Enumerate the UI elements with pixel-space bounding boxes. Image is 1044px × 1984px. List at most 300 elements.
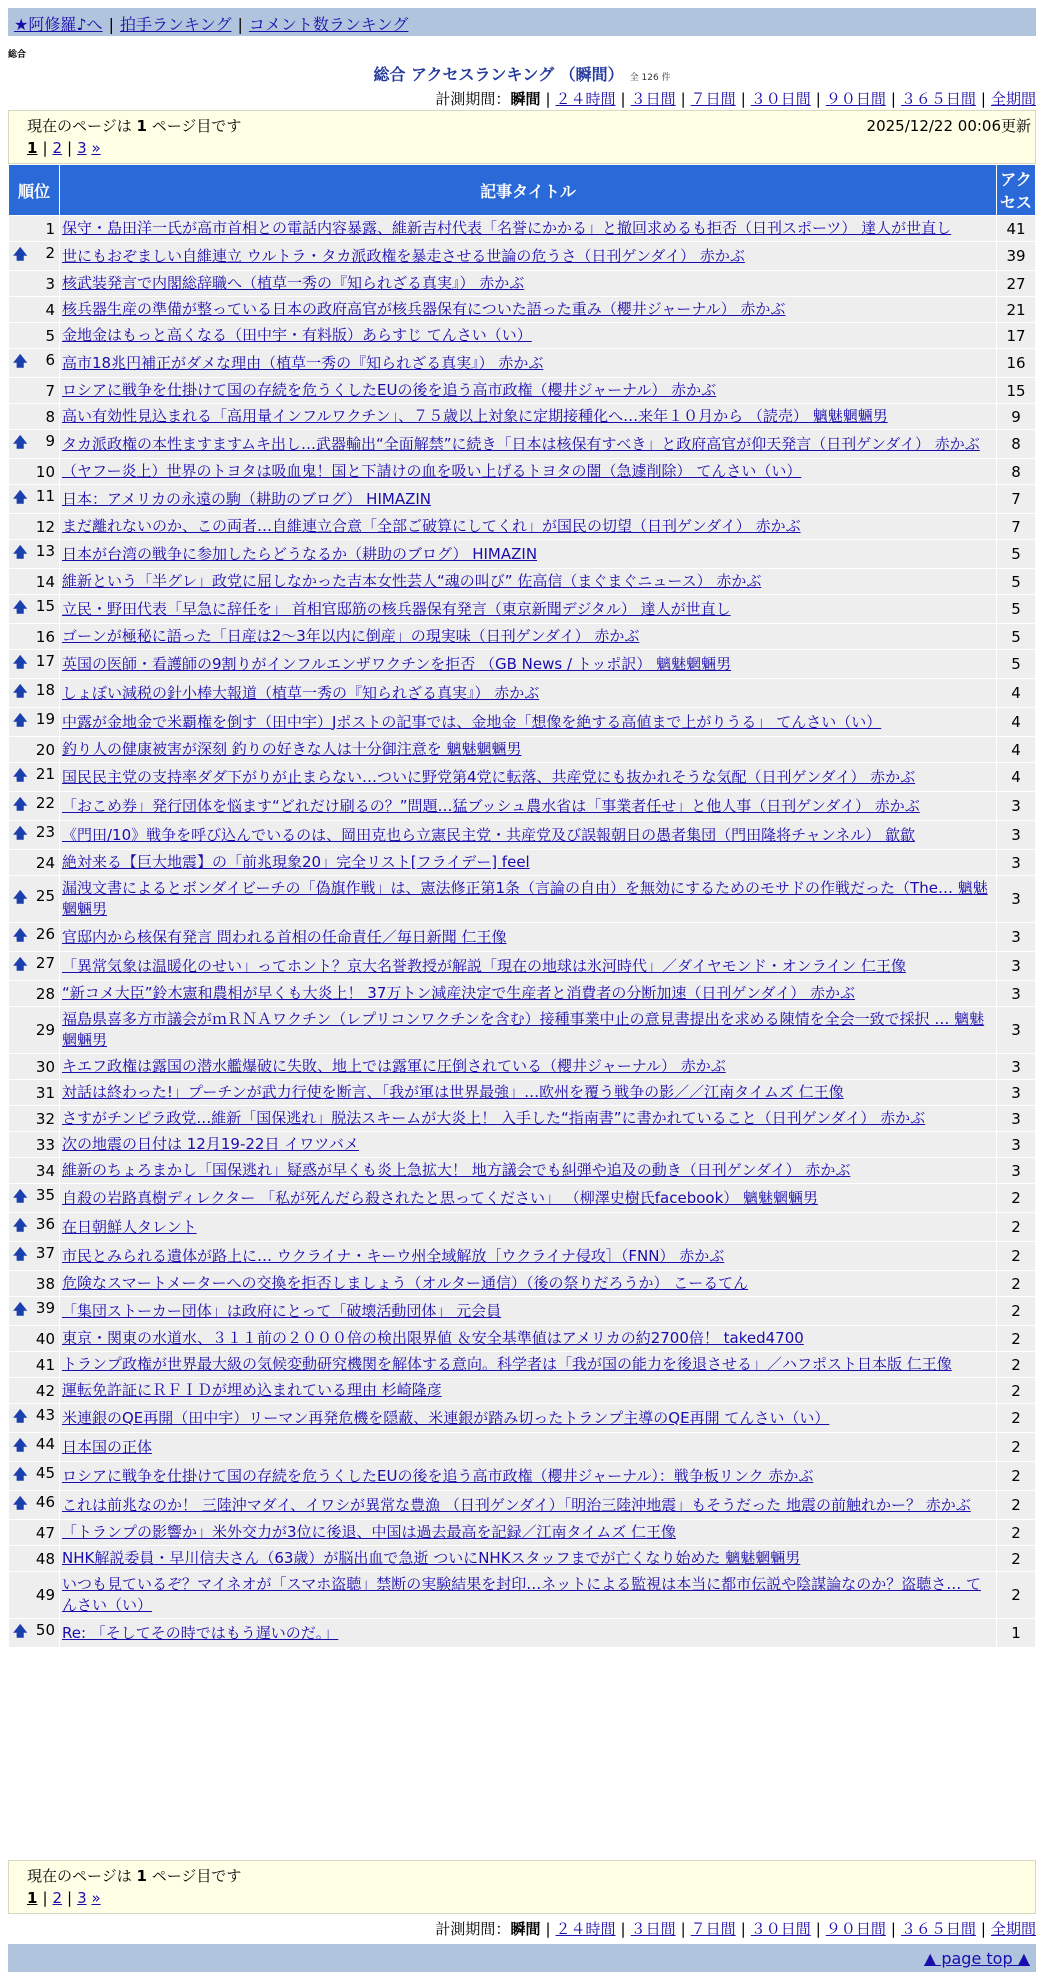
title-cell: [60, 1106, 996, 1131]
rank-number: 50: [35, 1621, 55, 1639]
title-cell: [60, 430, 996, 458]
current-page-text: [27, 1865, 241, 1886]
access-count: 5: [997, 624, 1035, 649]
period-separator: |: [890, 90, 896, 108]
table-row: [9, 323, 1035, 348]
access-count: 27: [997, 271, 1035, 296]
article-title-link[interactable]: 英国の医師・看護師の9割りがインフルエンザワクチンを拒否 （GB News / トッポ訳） 魑魅魍魎男: [62, 654, 732, 673]
rank-cell: [9, 485, 59, 513]
period-link-6[interactable]: 全期間: [990, 90, 1036, 108]
rank-cell: [9, 514, 59, 539]
article-title-link[interactable]: 「異常気象は温暖化のせい」ってホント？京大名誉教授が解説「現在の地球は氷河時代」／ダイヤモンド・オンライン 仁王像: [62, 956, 907, 975]
title-cell: [60, 1184, 996, 1212]
period-current: 瞬間: [510, 1920, 541, 1938]
table-row: [9, 1520, 1035, 1545]
article-title-link[interactable]: 《門田/10》戦争を呼び込んでいるのは、岡田克也ら立憲民主党・共産党及び誤報朝日の愚者集団（門田隆将チャンネル） 歙歙: [62, 825, 916, 844]
article-title-link[interactable]: 「集団ストーカー団体」は政府にとって「破壊活動団体」 元会員: [62, 1301, 502, 1320]
article-title-link[interactable]: 対話は終わった!」プーチンが武力行使を断言、「我が軍は世界最強」…欧州を覆う戦争の影／／江南タイムズ 仁王像: [62, 1083, 844, 1101]
access-count: 39: [997, 242, 1035, 270]
access-count: 2: [997, 1462, 1035, 1490]
rank-cell: [9, 1462, 59, 1490]
table-row: [9, 1326, 1035, 1351]
up-arrow-icon: 🡅: [13, 1409, 28, 1425]
up-arrow-icon: 🡅: [13, 890, 28, 906]
article-title-link[interactable]: 国民民主党の支持率ダダ下がりが止まらない…ついに野党第4党に転落、共産党にも抜かれそうな気配（日刊ゲンダイ） 赤かぶ: [62, 767, 916, 786]
current-page-pre: 現在のページは: [27, 117, 132, 135]
title-cell: [60, 1433, 996, 1461]
title-cell: [60, 216, 996, 241]
up-arrow-icon: 🡅: [13, 1218, 28, 1234]
access-count: 3: [997, 876, 1035, 922]
rank-cell: [9, 1326, 59, 1351]
title-cell: [60, 1213, 996, 1241]
rank-number: 31: [35, 1083, 55, 1102]
rank-number: 10: [35, 462, 55, 481]
rank-number: 22: [35, 794, 55, 812]
period-link-5[interactable]: ３６５日間: [900, 1920, 976, 1938]
access-count: 2: [997, 1184, 1035, 1212]
article-title-link[interactable]: 米連銀のQE再開（田中宇）リーマン再発危機を隠蔽、米連銀が踏み切ったトランプ主導のQE再開 てんさい（い）: [62, 1408, 830, 1427]
title-cell: [60, 737, 996, 762]
page-link-3[interactable]: 3: [77, 139, 87, 157]
up-arrow-icon: 🡅: [13, 1247, 28, 1263]
table-row: [9, 514, 1035, 539]
article-title-link[interactable]: Re: 「そしてその時ではもう遅いのだ。」: [62, 1623, 339, 1642]
page-links: [27, 1889, 101, 1907]
article-title-link[interactable]: 維新のちょろまかし「国保逃れ」疑惑が早くも炎上急拡大！ 地方議会でも糾弾や追及の動き（日刊ゲンダイ） 赤かぶ: [62, 1161, 851, 1179]
access-count: 7: [997, 485, 1035, 513]
rank-cell: [9, 1491, 59, 1519]
table-row: [9, 1054, 1035, 1079]
page-separator: |: [67, 139, 73, 157]
access-count: 3: [997, 1158, 1035, 1183]
rank-cell: [9, 1213, 59, 1241]
article-title-link[interactable]: さすがチンピラ政党…維新「国保逃れ」脱法スキームが大炎上！ 入手した“指南書”に書かれていること（日刊ゲンダイ） 赤かぶ: [62, 1109, 926, 1127]
table-row: [9, 981, 1035, 1006]
article-title-link[interactable]: 福島県喜多方市議会がｍＲＮＡワクチン（レプリコンワクチンを含む）接種事業中止の意見書提出を求める陳情を全会一致で採択 … 魑魅魍魎男: [62, 1010, 985, 1049]
rank-cell: [9, 1080, 59, 1105]
article-title-link[interactable]: 核兵器生産の準備が整っている日本の政府高官が核兵器保有についた語った重み（櫻井ジャーナル） 赤かぶ: [62, 300, 786, 318]
pager-top: [8, 110, 1036, 164]
rank-number: 33: [35, 1135, 55, 1154]
period-separator: |: [620, 90, 626, 108]
title-cell: [60, 792, 996, 820]
nav-separator: |: [108, 15, 114, 34]
table-row: [9, 1184, 1035, 1212]
period-separator: |: [980, 1920, 986, 1938]
period-separator: |: [680, 1920, 686, 1938]
up-arrow-icon: 🡅: [13, 713, 28, 729]
page-link-current: 1: [27, 1889, 38, 1907]
access-count: 4: [997, 679, 1035, 707]
article-title-link[interactable]: 東京・関東の水道水、３１１前の２０００倍の検出限界値 ＆安全基準値はアメリカの約2700倍！ taked4700: [62, 1329, 804, 1347]
rank-number: 4: [45, 300, 55, 319]
article-title-link[interactable]: トランプ政権が世界最大級の気候変動研究機関を解体する意向。科学者は「我が国の能力を後退させる」／ハフポスト日本版 仁王像: [62, 1355, 952, 1373]
access-count: 2: [997, 1546, 1035, 1571]
rank-cell: [9, 297, 59, 322]
title-cell: [60, 297, 996, 322]
table-row: [9, 430, 1035, 458]
rank-cell: [9, 1184, 59, 1212]
access-count: 5: [997, 650, 1035, 678]
period-link-4[interactable]: ９０日間: [825, 90, 886, 108]
rank-number: 37: [35, 1244, 55, 1262]
article-title-link[interactable]: タカ派政権の本性ますますムキ出し…武器輸出“全面解禁”に続き「日本は核保有すべき」と政府高官が仰天発言（日刊ゲンダイ） 赤かぶ: [62, 434, 980, 453]
table-row: [9, 792, 1035, 820]
rank-cell: [9, 952, 59, 980]
total-count: 全 126 件: [629, 73, 671, 83]
rank-cell: [9, 595, 59, 623]
title-cell: [60, 1271, 996, 1296]
access-count: 21: [997, 297, 1035, 322]
up-arrow-icon: 🡅: [13, 768, 28, 784]
table-row: [9, 1433, 1035, 1461]
table-row: [9, 1213, 1035, 1241]
rank-number: 1: [45, 219, 55, 238]
title-cell: [60, 1297, 996, 1325]
article-title-link[interactable]: 次の地震の日付は 12月19-22日 イワツバメ: [62, 1135, 359, 1153]
period-link-4[interactable]: ９０日間: [825, 1920, 886, 1938]
article-title-link[interactable]: 日本が台湾の戦争に参加したらどうなるか（耕助のブログ） HIMAZIN: [62, 544, 538, 563]
rank-cell: [9, 1404, 59, 1432]
rank-number: 25: [35, 887, 55, 905]
article-title-link[interactable]: （ヤフー炎上）世界のトヨタは吸血鬼！国と下請けの血を吸い上げるトヨタの闇（急遽削除） てんさい（い）: [62, 462, 802, 480]
rank-number: 40: [35, 1329, 55, 1348]
period-separator: |: [740, 90, 746, 108]
table-row: [9, 1491, 1035, 1519]
access-count: 5: [997, 540, 1035, 568]
rank-number: 35: [35, 1186, 55, 1204]
up-arrow-icon: 🡅: [13, 600, 28, 616]
top-nav-bar: [8, 8, 1036, 36]
comment-ranking-link[interactable]: コメント数ランキング: [248, 15, 409, 34]
table-row: [9, 1462, 1035, 1490]
rank-cell: [9, 1007, 59, 1053]
article-title-link[interactable]: 運転免許証にＲＦＩＤが埋め込まれている理由 杉崎隆彦: [62, 1381, 442, 1399]
rank-number: 8: [45, 407, 55, 426]
table-row: [9, 1132, 1035, 1157]
period-label: 計測期間：: [435, 1920, 511, 1938]
period-link-1[interactable]: ３日間: [630, 1920, 676, 1938]
access-count: 2: [997, 1572, 1035, 1618]
period-selector-top: [435, 88, 1036, 109]
next-page-link[interactable]: »: [91, 1889, 101, 1907]
table-row: [9, 1271, 1035, 1296]
ranking-title: 総合 アクセスランキング （瞬間）: [373, 65, 624, 84]
table-row: [9, 850, 1035, 875]
rank-cell: [9, 1520, 59, 1545]
rank-number: 11: [35, 487, 55, 505]
rank-cell: [9, 1352, 59, 1377]
period-selector-bottom: [435, 1918, 1036, 1939]
rank-cell: [9, 821, 59, 849]
page-link-3[interactable]: 3: [77, 1889, 87, 1907]
access-count: 2: [997, 1404, 1035, 1432]
table-row: [9, 1378, 1035, 1403]
access-count: 15: [997, 378, 1035, 403]
rank-number: 36: [35, 1215, 55, 1233]
article-title-link[interactable]: ロシアに戦争を仕掛けて国の存続を危うくしたEUの後を追う高市政権（櫻井ジャーナル） 赤かぶ: [62, 381, 717, 399]
article-title-link[interactable]: 日本国の正体: [62, 1437, 153, 1456]
rank-cell: [9, 1132, 59, 1157]
article-title-link[interactable]: 立民・野田代表「早急に辞任を」 首相官邸筋の核兵器保有発言（東京新聞デジタル） 達人が世直し: [62, 599, 731, 618]
access-count: 8: [997, 430, 1035, 458]
current-page-number: 1: [136, 117, 147, 135]
period-separator: |: [890, 1920, 896, 1938]
rank-cell: [9, 679, 59, 707]
article-title-link[interactable]: 中露が金地金で米覇権を倒す（田中宇）Jポストの記事では、金地金「想像を絶する高値まで上がりうる」 てんさい（い）: [62, 712, 882, 731]
title-cell: [60, 404, 996, 429]
period-link-0[interactable]: ２４時間: [555, 90, 616, 108]
table-row: [9, 650, 1035, 678]
rank-number: 2: [45, 244, 55, 262]
article-title-link[interactable]: 高市18兆円補正がダメな理由（植草一秀の『知られざる真実』） 赤かぶ: [62, 353, 544, 372]
table-row: [9, 459, 1035, 484]
table-row: [9, 378, 1035, 403]
applause-ranking-link[interactable]: 拍手ランキング: [119, 15, 232, 34]
article-title-link[interactable]: “新コメ大臣”鈴木憲和農相が早くも大炎上！ 37万トン減産決定で生産者と消費者の分断加速（日刊ゲンダイ） 赤かぶ: [62, 984, 855, 1002]
rank-number: 23: [35, 823, 55, 841]
page-separator: |: [67, 1889, 73, 1907]
table-header-row: [9, 165, 1035, 215]
rank-cell: [9, 1054, 59, 1079]
rank-cell: [9, 430, 59, 458]
access-count: 2: [997, 1297, 1035, 1325]
rank-cell: [9, 1572, 59, 1618]
access-count: 3: [997, 1007, 1035, 1053]
period-link-3[interactable]: ３０日間: [750, 1920, 811, 1938]
period-link-3[interactable]: ３０日間: [750, 90, 811, 108]
period-link-1[interactable]: ３日間: [630, 90, 676, 108]
up-arrow-icon: 🡅: [13, 826, 28, 842]
access-count: 5: [997, 595, 1035, 623]
title-cell: [60, 595, 996, 623]
access-count: 8: [997, 459, 1035, 484]
nav-separator: |: [237, 15, 243, 34]
title-cell: [60, 1242, 996, 1270]
period-separator: |: [815, 90, 821, 108]
access-count: 3: [997, 981, 1035, 1006]
period-current: 瞬間: [510, 90, 541, 108]
table-row: [9, 1106, 1035, 1131]
table-row: [9, 297, 1035, 322]
article-title-link[interactable]: キエフ政権は露国の潜水艦爆破に失敗、地上では露軍に圧倒されている（櫻井ジャーナル） 赤かぶ: [62, 1057, 726, 1075]
up-arrow-icon: 🡅: [13, 354, 28, 370]
access-count: 3: [997, 1106, 1035, 1131]
title-cell: [60, 1572, 996, 1618]
article-title-link[interactable]: 在日朝鮮人タレント: [62, 1217, 197, 1236]
up-arrow-icon: 🡅: [13, 1467, 28, 1483]
title-cell: [60, 242, 996, 270]
title-cell: [60, 1619, 996, 1647]
rank-number: 26: [35, 925, 55, 943]
rank-cell: [9, 923, 59, 951]
table-row: [9, 1007, 1035, 1053]
title-cell: [60, 1132, 996, 1157]
rank-number: 41: [35, 1355, 55, 1374]
rank-cell: [9, 1158, 59, 1183]
access-count: 2: [997, 1433, 1035, 1461]
table-row: [9, 624, 1035, 649]
article-title-link[interactable]: ゴーンが極秘に語った「日産は2〜3年以内に倒産」の現実味（日刊ゲンダイ） 赤かぶ: [62, 627, 640, 645]
pager-bottom: [8, 1860, 1036, 1914]
period-link-6[interactable]: 全期間: [990, 1920, 1036, 1938]
rank-number: 19: [35, 710, 55, 728]
article-title-link[interactable]: 「トランプの影響か」米外交力が3位に後退、中国は過去最高を記録／江南タイムズ 仁王像: [62, 1523, 677, 1541]
article-title-link[interactable]: 危険なスマートメーターへの交換を拒否しましょう（オルター通信）（後の祭りだろうか） こーるてん: [62, 1274, 749, 1292]
rank-cell: [9, 1297, 59, 1325]
article-title-link[interactable]: 世にもおぞましい自維連立 ウルトラ・タカ派政権を暴走させる世論の危うさ（日刊ゲンダイ） 赤かぶ: [62, 246, 745, 265]
page-link-current: 1: [27, 139, 38, 157]
access-count: 3: [997, 952, 1035, 980]
article-title-link[interactable]: 漏洩文書によるとボンダイビーチの「偽旗作戦」は、憲法修正第1条（言論の自由）を無効にするためのモサドの作戦だった（The… 魑魅魍魎男: [62, 879, 988, 918]
article-title-link[interactable]: 自殺の岩路真樹ディレクター 「私が死んだら殺されたと思ってください」 （柳澤史樹氏facebook） 魑魅魍魎男: [62, 1188, 819, 1207]
rank-cell: [9, 792, 59, 820]
access-count: 17: [997, 323, 1035, 348]
up-arrow-icon: 🡅: [13, 797, 28, 813]
page-links: [27, 139, 101, 157]
rank-number: 42: [35, 1381, 55, 1400]
rank-cell: [9, 1546, 59, 1571]
title-cell: [60, 1520, 996, 1545]
table-row: [9, 349, 1035, 377]
rank-number: 49: [35, 1586, 55, 1604]
table-row: [9, 569, 1035, 594]
header-access: アクセス: [997, 165, 1035, 215]
title-cell: [60, 1158, 996, 1183]
title-cell: [60, 514, 996, 539]
current-page-pre: 現在のページは: [27, 1867, 132, 1885]
rank-cell: [9, 459, 59, 484]
title-cell: [60, 1404, 996, 1432]
rank-cell: [9, 540, 59, 568]
header-title: 記事タイトル: [60, 165, 996, 215]
rank-number: 3: [45, 274, 55, 293]
rank-number: 9: [45, 432, 55, 450]
up-arrow-icon: 🡅: [13, 247, 28, 263]
table-row: [9, 737, 1035, 762]
table-row: [9, 540, 1035, 568]
title-cell: [60, 624, 996, 649]
access-count: 2: [997, 1271, 1035, 1296]
table-row: [9, 1158, 1035, 1183]
article-title-link[interactable]: 高い有効性見込まれる「高用量インフルワクチン」、７５歳以上対象に定期接種化へ…来年１０月から （読売） 魑魅魍魎男: [62, 407, 888, 425]
article-title-link[interactable]: 市民とみられる遺体が路上に… ウクライナ・キーウ州全域解放［ウクライナ侵攻］（FNN） 赤かぶ: [62, 1246, 725, 1265]
access-count: 2: [997, 1491, 1035, 1519]
rank-cell: [9, 763, 59, 791]
table-row: [9, 763, 1035, 791]
rank-cell: [9, 569, 59, 594]
period-link-5[interactable]: ３６５日間: [900, 90, 976, 108]
rank-number: 14: [35, 572, 55, 591]
title-cell: [60, 271, 996, 296]
article-title-link[interactable]: 核武装発言で内閣総辞職へ（植草一秀の『知られざる真実』） 赤かぶ: [62, 274, 525, 292]
rank-cell: [9, 1619, 59, 1647]
ranking-table: [8, 164, 1036, 1648]
article-title-link[interactable]: ロシアに戦争を仕掛けて国の存続を危うくしたEUの後を追う高市政権（櫻井ジャーナル）：戦争板リンク 赤かぶ: [62, 1466, 814, 1485]
article-title-link[interactable]: まだ離れないのか、この両者…自維連立合意「全部ご破算にしてくれ」が国民の切望（日刊ゲンダイ） 赤かぶ: [62, 517, 801, 535]
period-link-0[interactable]: ２４時間: [555, 1920, 616, 1938]
rank-number: 21: [35, 765, 55, 783]
rank-cell: [9, 378, 59, 403]
article-title-link[interactable]: 「おこめ券」発行団体を悩ます“どれだけ刷るの？”問題…猛ブッシュ農水省は「事業者任せ」と他人事（日刊ゲンダイ） 赤かぶ: [62, 796, 920, 815]
table-row: [9, 216, 1035, 241]
rank-number: 24: [35, 853, 55, 872]
rank-cell: [9, 216, 59, 241]
title-cell: [60, 923, 996, 951]
rank-number: 13: [35, 542, 55, 560]
up-arrow-icon: 🡅: [13, 490, 28, 506]
header-rank: 順位: [9, 165, 59, 215]
article-title-link[interactable]: 保守・島田洋一氏が高市首相との電話内容暴露、維新吉村代表「名誉にかかる」と撤回求めるも拒否（日刊スポーツ） 達人が世直し: [62, 219, 952, 237]
title-cell: [60, 981, 996, 1006]
article-title-link[interactable]: 釣り人の健康被害が深刻 釣りの好きな人は十分御注意を 魑魅魍魎男: [62, 740, 522, 758]
title-cell: [60, 349, 996, 377]
rank-number: 6: [45, 351, 55, 369]
updated-timestamp: 2025/12/22 00:06更新: [866, 117, 1031, 135]
table-row: [9, 242, 1035, 270]
article-title-link[interactable]: NHK解説委員・早川信夫さん（63歳）が脳出血で急逝 ついにNHKスタッフまでが亡くなり始めた 魑魅魍魎男: [62, 1549, 801, 1567]
up-arrow-icon: 🡅: [13, 957, 28, 973]
title-cell: [60, 1491, 996, 1519]
access-count: 3: [997, 923, 1035, 951]
title-cell: [60, 952, 996, 980]
title-cell: [60, 821, 996, 849]
table-row: [9, 404, 1035, 429]
access-count: 3: [997, 1080, 1035, 1105]
rank-number: 15: [35, 597, 55, 615]
table-row: [9, 952, 1035, 980]
rank-cell: [9, 404, 59, 429]
table-row: [9, 679, 1035, 707]
access-count: 9: [997, 404, 1035, 429]
article-title-link[interactable]: 官邸内から核保有発言 問われる首相の任命責任／毎日新聞 仁王像: [62, 927, 507, 946]
rank-number: 39: [35, 1299, 55, 1317]
rank-number: 43: [35, 1406, 55, 1424]
article-title-link[interactable]: いつも見ているぞ？マイネオが「スマホ盗聴」禁断の実験結果を封印…ネットによる監視は本当に都市伝説や陰謀論なのか？盗聴さ… てんさい（い）: [62, 1575, 982, 1614]
title-cell: [60, 1054, 996, 1079]
article-title-link[interactable]: これは前兆なのか！ 三陸沖マダイ、イワシが異常な豊漁 （日刊ゲンダイ）「明治三陸沖地震」もそうだった 地震の前触れかー？ 赤かぶ: [62, 1495, 971, 1514]
table-row: [9, 1242, 1035, 1270]
period-link-2[interactable]: ７日間: [690, 90, 736, 108]
period-separator: |: [545, 90, 551, 108]
article-title-link[interactable]: 絶対来る【巨大地震】の「前兆現象20」完全リスト[フライデー] feel: [62, 853, 530, 871]
rank-number: 5: [45, 326, 55, 345]
article-title-link[interactable]: 日本：アメリカの永遠の駒（耕助のブログ） HIMAZIN: [62, 489, 431, 508]
up-arrow-icon: 🡅: [13, 684, 28, 700]
rank-number: 27: [35, 954, 55, 972]
period-separator: |: [815, 1920, 821, 1938]
title-cell: [60, 1326, 996, 1351]
rank-number: 32: [35, 1109, 55, 1128]
article-title-link[interactable]: しょぼい減税の針小棒大報道（植草一秀の『知られざる真実』） 赤かぶ: [62, 683, 540, 702]
article-title-link[interactable]: 維新という「半グレ」政党に屈しなかった吉本女性芸人“魂の叫び” 佐高信（まぐまぐニュース） 赤かぶ: [62, 572, 762, 590]
page-link-2[interactable]: 2: [52, 1889, 63, 1907]
page-link-2[interactable]: 2: [52, 139, 63, 157]
home-link[interactable]: ★阿修羅♪へ: [14, 15, 103, 34]
period-link-2[interactable]: ７日間: [690, 1920, 736, 1938]
title-cell: [60, 679, 996, 707]
rank-cell: [9, 242, 59, 270]
title-cell: [60, 876, 996, 922]
access-count: 4: [997, 737, 1035, 762]
access-count: 5: [997, 569, 1035, 594]
page-separator: |: [42, 1889, 48, 1907]
article-title-link[interactable]: 金地金はもっと高くなる（田中宇・有料版）あらすじ てんさい（い）: [62, 326, 532, 344]
table-row: [9, 1572, 1035, 1618]
page-top-link[interactable]: ▲ page top ▲: [923, 1949, 1030, 1968]
next-page-link[interactable]: »: [91, 139, 101, 157]
